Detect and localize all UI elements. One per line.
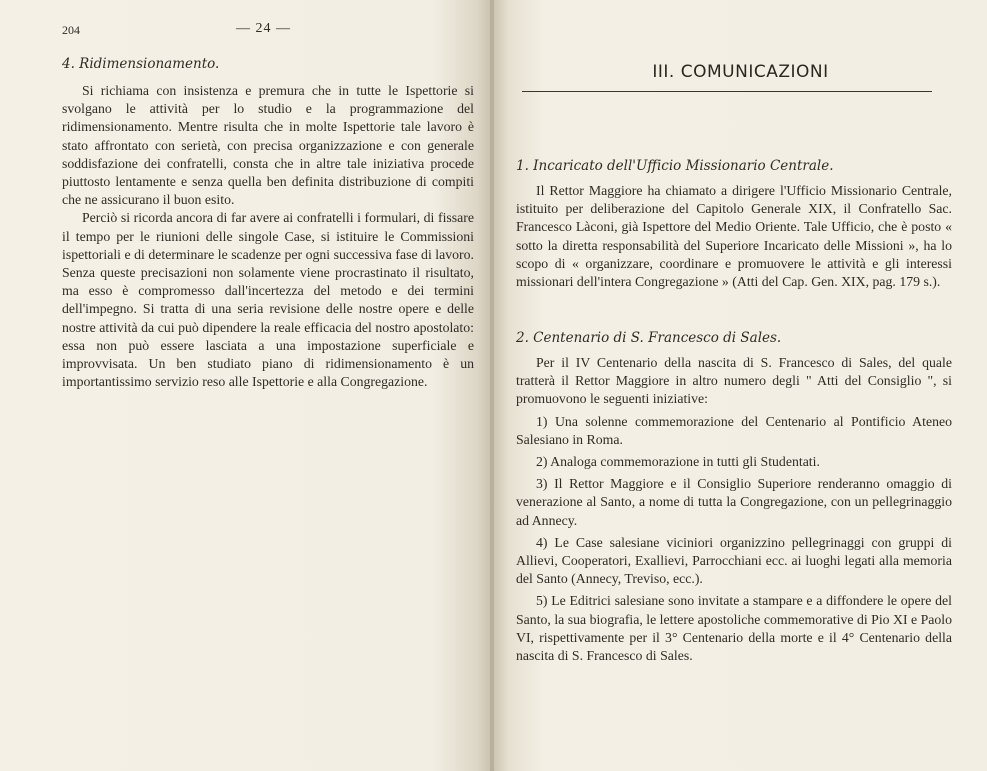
subsection-2-body (516, 354, 952, 665)
list-item: 5) Le Editrici salesiane sono invitate a stampare e a diffondere le opere del Santo, la sua biografia, le lettere apostoliche commemorative di Pio XI e Paolo VI, rispettivamente per il 3° Centenario della morte e il 4° Centenario della nascita di S. Francesco di Sales. (516, 593, 953, 664)
list-item: 1) Una solenne commemorazione del Centenario al Pontificio Ateneo Salesiano in Roma. (516, 413, 952, 447)
subsection-1-heading: 1. Incaricato dell'Ufficio Missionario Centrale. (516, 158, 834, 174)
title-rule (522, 91, 932, 92)
list-item: 4) Le Case salesiane viciniori organizzino pellegrinaggi con gruppi di Allievi, Cooperatori, Exallievi, Parrocchiani ecc. ai luoghi legati alla memoria del Santo (Annecy, Treviso, ecc.). (516, 534, 952, 587)
subsection-1-paragraph: Il Rettor Maggiore ha chiamato a dirigere l'Ufficio Missionario Centrale, istituito per deliberazione del Capitolo Generale XIX, il Confratello Sac. Francesco Làconi, già Ispettore del Medio Oriente. Tale Ufficio, che è posto « sotto la diretta responsabilità del Superiore Incaricato delle Missioni », ha lo scopo di « organizzare, coordinare e promuovere le attività e gli interessi missionari dell'intera Congregazione » (Atti del Cap. Gen. XIX, pag. 179 s.). (516, 183, 952, 290)
section-heading: 4. Ridimensionamento. (62, 56, 220, 72)
section-title: III. COMUNICAZIONI (652, 62, 829, 82)
page-number: 204 (62, 23, 80, 37)
left-page (0, 0, 492, 771)
subsection-2-intro: Per il IV Centenario della nascita di S. Francesco di Sales, del quale tratterà il Rettor Maggiore in altro numero degli " Atti del Consiglio ", si promuovono le seguenti iniziative: (516, 355, 952, 407)
list-item: 2) Analoga commemorazione in tutti gli Studentati. (536, 454, 820, 470)
left-body (62, 82, 474, 391)
right-page (494, 0, 987, 771)
subsection-2-heading: 2. Centenario di S. Francesco di Sales. (516, 330, 782, 346)
paragraph: Si richiama con insistenza e premura che in tutte le Ispettorie si svolgano le attività per lo studio e la programmazione del ridimensionamento. Mentre risulta che in molte Ispettorie tale lavoro è stato affrontato con serietà, con precisa organizzazione e con generale soddisfazione dei confratelli, consta che in altre tale iniziativa procede piuttosto lentamente e senza quella ben definita distribuzione di compiti che ne assicurano il buon esito. (62, 83, 474, 208)
list-item: 3) Il Rettor Maggiore e il Consiglio Superiore renderanno omaggio di venerazione al Santo, a nome di tutta la Congregazione, con un pellegrinaggio ad Annecy. (516, 476, 952, 528)
running-head: — 24 — (236, 21, 291, 36)
paragraph: Perciò si ricorda ancora di far avere ai confratelli i formulari, di fissare il tempo per le riunioni delle singole Case, si istituire le Commissioni ispettoriali e di determinare le scadenze per ogni successiva fase di lavoro. Senza queste precisazioni non solamente viene procrastinato il risultato, ma esso è compromesso dall'incertezza del metodo e dei termini dell'impegno. Si tratta di una seria revisione delle nostre opere e delle nostre attività da cui può dipendere la reale efficacia del nostro apostolato: essa non può essere lasciata a una impostazione superficiale e improvvisata. Un ben studiato piano di ridimensionamento è un importantissimo servizio reso alle Ispettorie e alla Congregazione. (62, 210, 474, 390)
